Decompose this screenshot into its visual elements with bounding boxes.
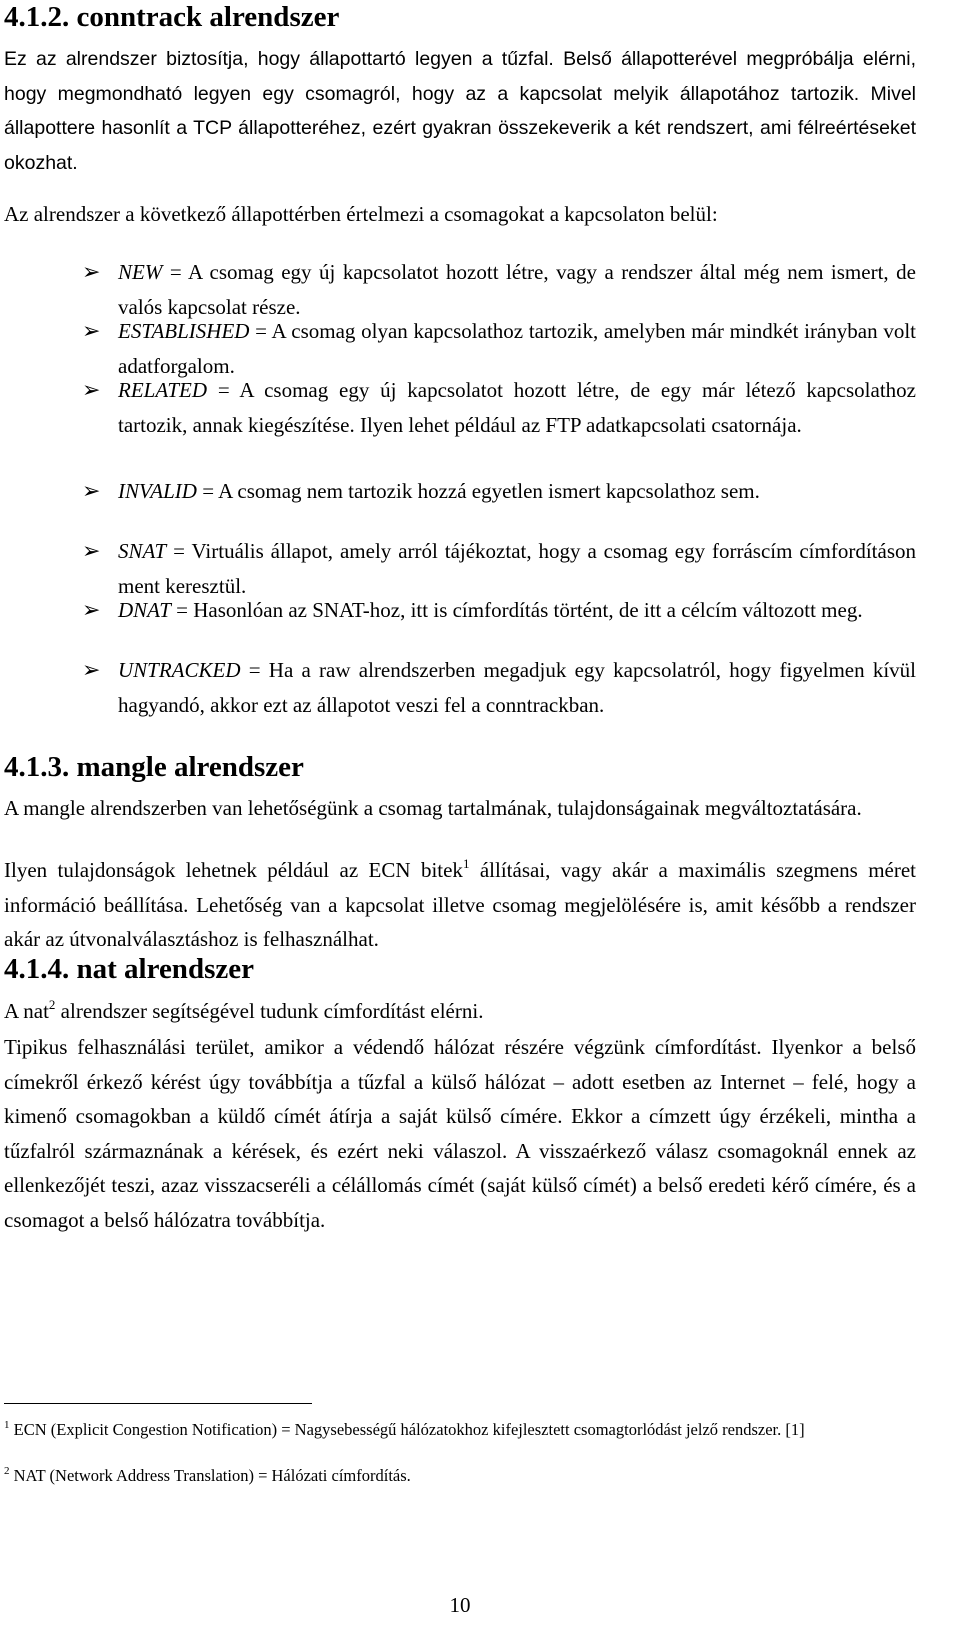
footnote-text: ECN (Explicit Congestion Notification) = Nagysebességű hálózatokhoz kifejlesztett csomagtorlódást jelző rendszer. [1] xyxy=(9,1420,805,1439)
footnote-mark: 1 xyxy=(4,1419,10,1431)
state-description: = Ha a raw alrendszerben megadjuk egy kapcsolatról, hogy figyelmen kívül hagyandó, akkor ezt az állapotot veszi fel a conntrackban. xyxy=(118,658,916,717)
footnote-1 xyxy=(4,1419,916,1441)
bullet-arrow-icon: ➢ xyxy=(82,538,101,563)
bullet-arrow-icon: ➢ xyxy=(82,478,101,503)
state-term: UNTRACKED xyxy=(118,658,241,682)
nat-paragraph-1 xyxy=(4,994,916,1029)
state-term: INVALID xyxy=(118,479,197,503)
bullet-arrow-icon: ➢ xyxy=(82,597,101,622)
section-heading-conntrack: 4.1.2. conntrack alrendszer xyxy=(4,1,340,33)
paragraph-text: állításai, vagy akár a maximális szegmens méret információ beállítása. Lehetőség van a kapcsolat illetve csomag megjelölésére is, amit később a rendszer akár az útvonalválasztáshoz is felhasználhat. xyxy=(4,858,916,951)
paragraph-text: Ilyen tulajdonságok lehetnek például az ECN bitek xyxy=(4,858,463,882)
footnote-2 xyxy=(4,1465,916,1487)
state-term: RELATED xyxy=(118,378,208,402)
paragraph-text: A nat xyxy=(4,999,49,1023)
bullet-arrow-icon: ➢ xyxy=(82,377,101,402)
footnote-ref-2: 2 xyxy=(48,997,56,1012)
footnote-mark: 2 xyxy=(4,1465,10,1477)
bullet-arrow-icon: ➢ xyxy=(82,657,101,682)
nat-paragraph-2: Tipikus felhasználási terület, amikor a védendő hálózat részére végzünk címfordítást. Ilyenkor a belső címekről érkező kérést úgy továbbítja a tűzfal a külső hálózat – adott esetben az Internet – felé, hogy a kimenő csomagokban a küldő címét átírja a saját külső címére. Ekkor a címzett úgy érzékeli, mintha a tűzfalról származnának a kérések, és ezért neki válaszol. A visszaérkező válasz csomagoknál ennek az ellenkezőjét teszi, azaz visszacseréli a célállomás címét (saját külső címét) a belső eredeti kérő címére, és a csomagot a belső hálózatra továbbítja. xyxy=(4,1035,916,1232)
footnote-text: NAT (Network Address Translation) = Hálózati címfordítás. xyxy=(9,1466,411,1485)
list-item-invalid xyxy=(118,474,916,509)
footnote-separator xyxy=(4,1403,312,1404)
list-item-untracked xyxy=(118,653,916,722)
state-description: = Virtuális állapot, amely arról tájékoztat, hogy a csomag egy forráscím címfordításon ment keresztül. xyxy=(118,539,916,598)
state-term: NEW xyxy=(118,260,163,284)
state-description: = A csomag nem tartozik hozzá egyetlen ismert kapcsolathoz sem. xyxy=(196,479,760,503)
bullet-arrow-icon: ➢ xyxy=(82,318,101,343)
mangle-paragraph-2 xyxy=(4,853,916,957)
section-heading-mangle: 4.1.3. mangle alrendszer xyxy=(4,751,304,783)
state-description: = Hasonlóan az SNAT-hoz, itt is címfordítás történt, de itt a célcím változott meg. xyxy=(170,598,863,622)
state-term: ESTABLISHED xyxy=(118,319,250,343)
state-term: SNAT xyxy=(118,539,167,563)
states-intro-paragraph: Az alrendszer a következő állapottérben értelmezi a csomagokat a kapcsolaton belül: xyxy=(4,202,718,226)
state-description: = A csomag egy új kapcsolatot hozott létre, vagy a rendszer által még nem ismert, de valós kapcsolat része. xyxy=(118,260,916,319)
mangle-paragraph-1: A mangle alrendszerben van lehetőségünk a csomag tartalmának, tulajdonságainak megváltoztatására. xyxy=(4,796,862,820)
state-description: = A csomag olyan kapcsolathoz tartozik, amelyben már mindkét irányban volt adatforgalom. xyxy=(118,319,916,378)
paragraph-text: alrendszer segítségével tudunk címfordítást elérni. xyxy=(55,999,484,1023)
bullet-arrow-icon: ➢ xyxy=(82,259,101,284)
list-item-dnat xyxy=(118,593,916,628)
page-number: 10 xyxy=(449,1593,471,1617)
conntrack-intro-paragraph: Ez az alrendszer biztosítja, hogy állapottartó legyen a tűzfal. Belső állapotterével megpróbálja elérni, hogy megmondható legyen egy csomagról, hogy az a kapcsolat melyik állapotához tartozik. Mivel állapottere hasonlít a TCP állapotteréhez, ezért gyakran összekeverik a két rendszert, ami félreértéseket okozhat. xyxy=(4,48,916,174)
section-heading-nat: 4.1.4. nat alrendszer xyxy=(4,953,254,985)
state-term: DNAT xyxy=(118,598,171,622)
state-description: = A csomag egy új kapcsolatot hozott létre, de egy már létező kapcsolathoz tartozik, annak kiegészítése. Ilyen lehet például az FTP adatkapcsolati csatornája. xyxy=(118,378,916,437)
footnote-ref-1: 1 xyxy=(462,856,470,871)
list-item-related xyxy=(118,373,916,442)
